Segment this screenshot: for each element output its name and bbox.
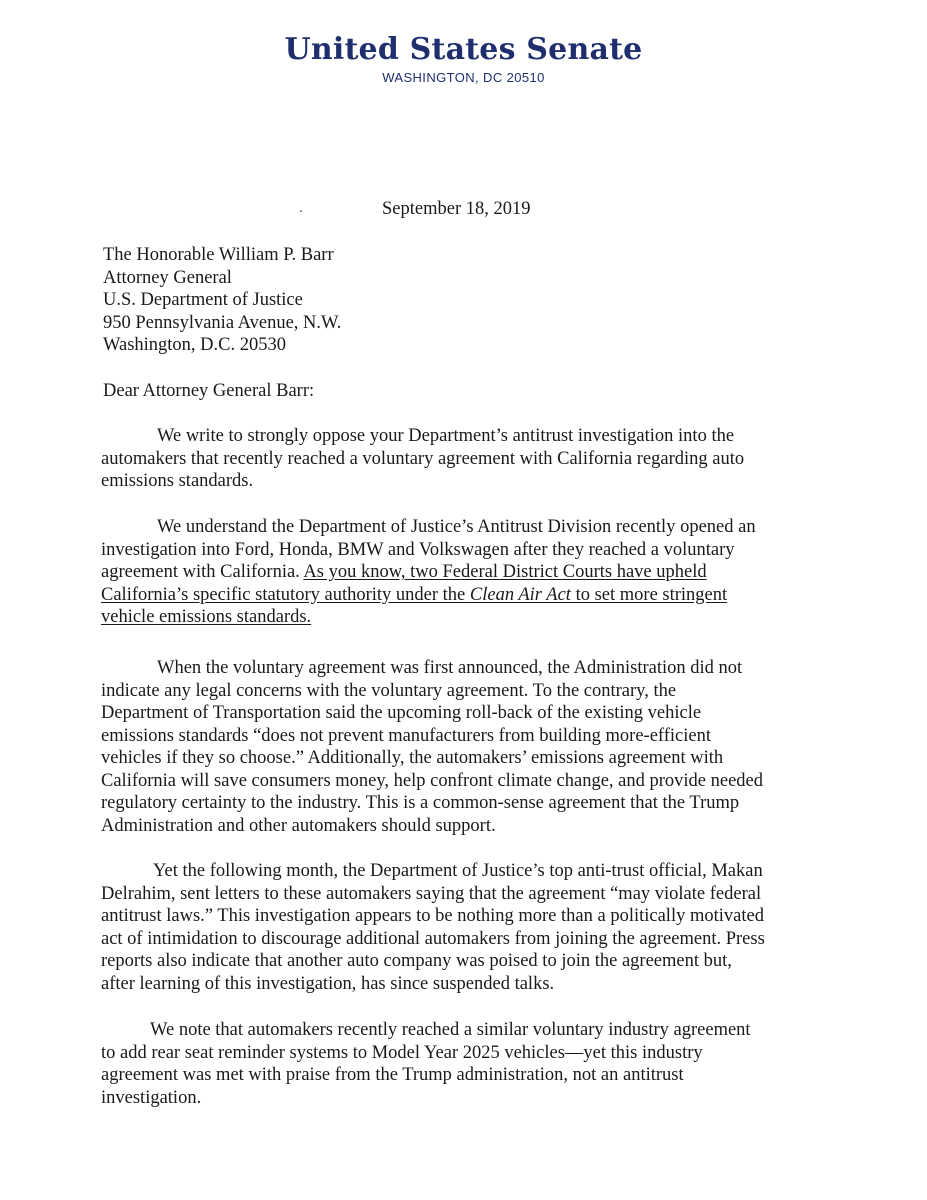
letterhead (0, 32, 927, 85)
text-run: agreement with California. (101, 562, 304, 582)
letterhead-address: WASHINGTON, DC 20510 (382, 70, 545, 85)
paragraph-line (101, 584, 801, 607)
paragraph-line: after learning of this investigation, has since suspended talks. (101, 973, 555, 994)
paragraph-line: reports also indicate that another auto company was poised to join the agreement but, (101, 951, 732, 971)
paragraph-line: act of intimidation to discourage additional automakers from joining the agreement. Press (101, 928, 765, 949)
paragraph-line: Department of Transportation said the upcoming roll-back of the existing vehicle (101, 703, 702, 723)
recipient-line: 950 Pennsylvania Avenue, N.W. (103, 312, 342, 333)
salutation: Dear Attorney General Barr: (103, 381, 315, 401)
paragraph-line: When the voluntary agreement was first announced, the Administration did not (157, 658, 743, 678)
paragraph-line: We write to strongly oppose your Department’s antitrust investigation into the (157, 426, 735, 446)
recipient-line: Washington, D.C. 20530 (103, 335, 286, 355)
paragraph-line: Administration and other automakers should support. (101, 815, 496, 836)
paragraph-line: regulatory certainty to the industry. This is a common-sense agreement that the Trump (101, 793, 740, 813)
paragraph-line (101, 561, 801, 584)
letter-date: September 18, 2019 (382, 199, 531, 219)
paragraph-1 (101, 425, 801, 493)
paragraph-line: investigation into Ford, Honda, BMW and Volkswagen after they reached a voluntary (101, 539, 735, 560)
paragraph-line: agreement was met with praise from the Trump administration, not an antitrust (101, 1065, 684, 1085)
paragraph-line: vehicle emissions standards. (101, 607, 312, 627)
paragraph-line: Yet the following month, the Department of Justice’s top anti-trust official, Makan (153, 861, 763, 881)
recipient-address (103, 244, 341, 357)
paragraph-line: California will save consumers money, help confront climate change, and provide needed (101, 770, 764, 791)
underlined-text: California’s specific statutory authority under the (101, 584, 470, 605)
underlined-text: As you know, two Federal District Courts have upheld (303, 562, 707, 582)
paragraph-3 (101, 657, 801, 837)
paragraph-line: We understand the Department of Justice’s Antitrust Division recently opened an (157, 517, 756, 537)
paragraph-line: vehicles if they so choose.” Additionally, the automakers’ emissions agreement with (101, 748, 724, 768)
paragraph-line: antitrust laws.” This investigation appears to be nothing more than a politically motivated (101, 906, 764, 926)
paragraph-line: Delrahim, sent letters to these automakers saying that the agreement “may violate federal (101, 883, 762, 904)
paragraph-line: to add rear seat reminder systems to Model Year 2025 vehicles—yet this industry (101, 1042, 703, 1063)
paragraph-5 (101, 1019, 801, 1109)
paragraph-line: emissions standards. (101, 471, 254, 491)
paragraph-line: automakers that recently reached a voluntary agreement with California regarding auto (101, 448, 745, 469)
recipient-line: U.S. Department of Justice (103, 290, 303, 310)
paragraph-4 (101, 860, 801, 995)
paragraph-line: emissions standards “does not prevent manufacturers from building more-efficient (101, 725, 711, 746)
italic-act-name: Clean Air Act (469, 584, 571, 605)
paragraph-2 (101, 516, 801, 629)
paragraph-line: indicate any legal concerns with the voluntary agreement. To the contrary, the (101, 680, 677, 701)
underlined-text: to set more stringent (570, 584, 728, 605)
paragraph-line: investigation. (101, 1087, 202, 1108)
scan-speck (300, 210, 302, 212)
recipient-line: The Honorable William P. Barr (103, 245, 334, 265)
letterhead-title: United States Senate (284, 32, 643, 67)
recipient-line: Attorney General (103, 267, 232, 288)
paragraph-line: We note that automakers recently reached a similar voluntary industry agreement (150, 1020, 751, 1040)
